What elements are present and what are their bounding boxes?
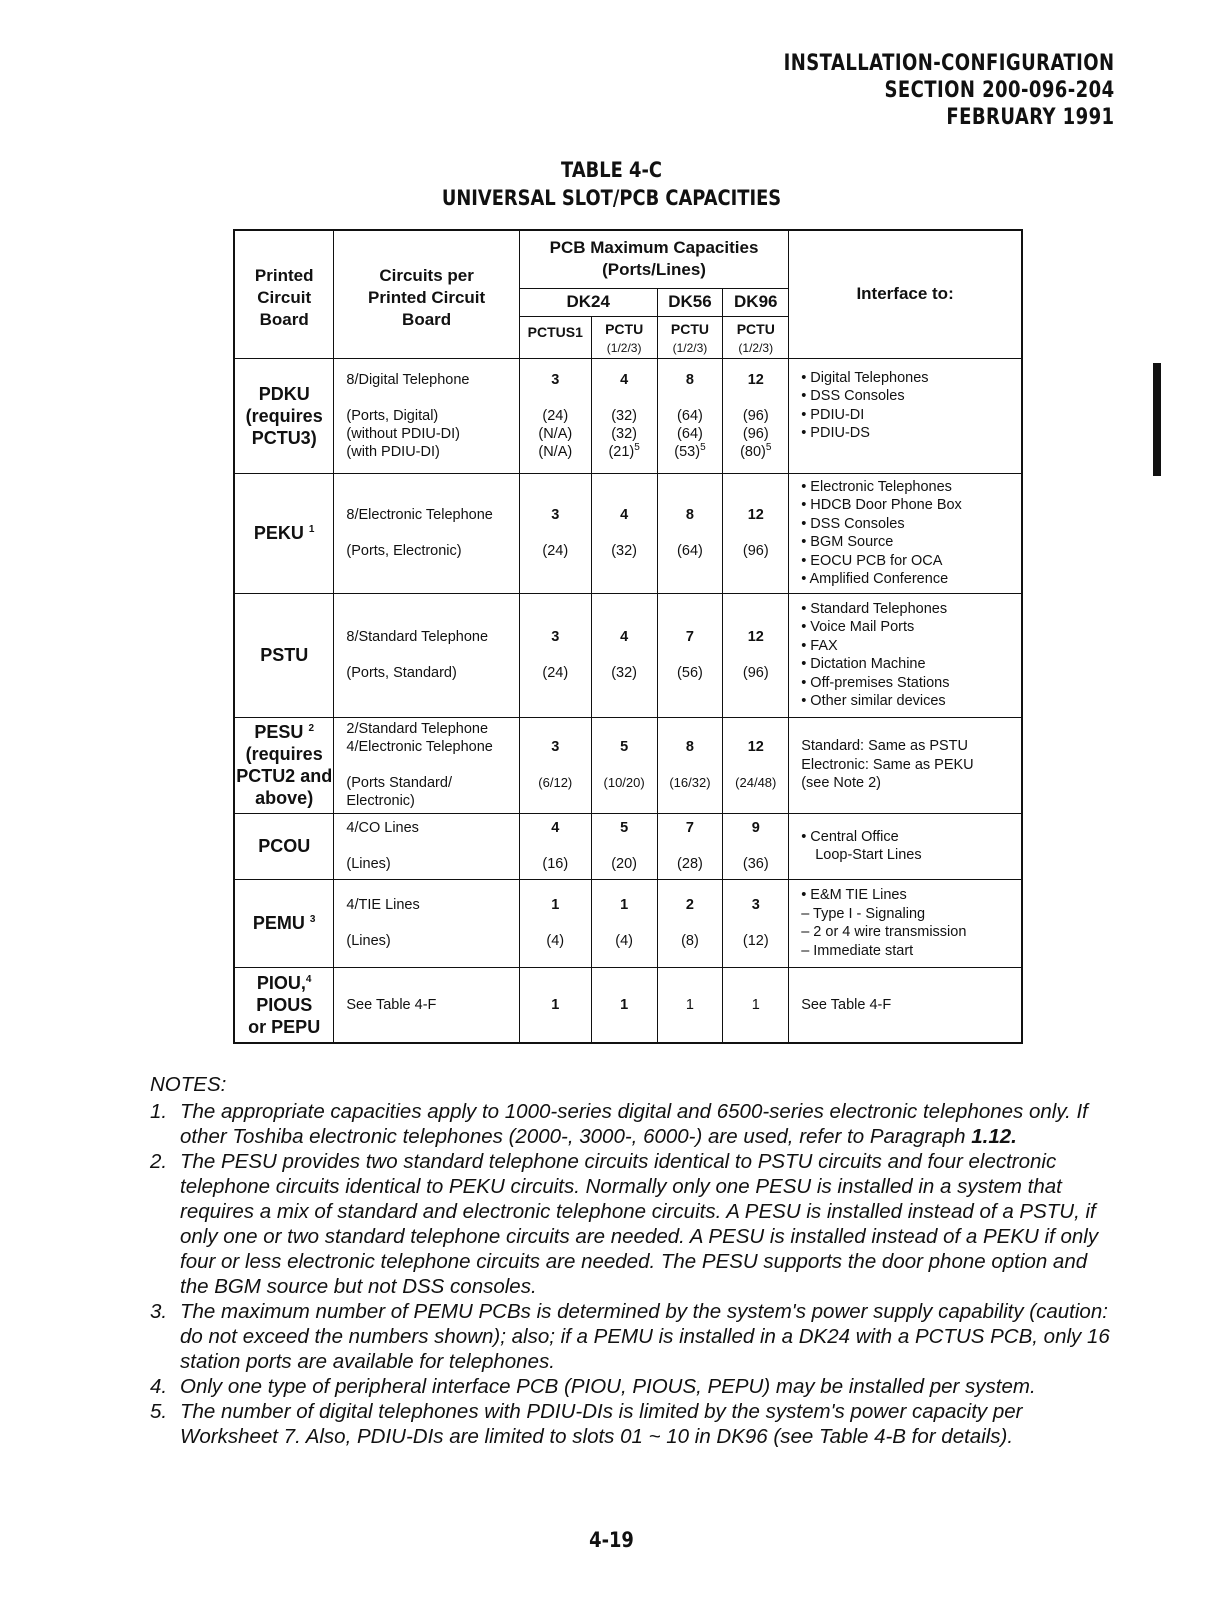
header-line-1: INSTALLATION-CONFIGURATION [784, 51, 1115, 76]
change-bar [1153, 363, 1161, 476]
capacity-dk56: 8 (64) (64) $(53)^5$ [657, 358, 723, 473]
capacity-dk24-pctu: 5 (10/20) [591, 717, 657, 813]
capacity-dk56: 8 (64) [657, 473, 723, 593]
header-pctu-dk56: PCTU (1/2/3) [657, 316, 723, 358]
interface-pcou: • Central Office Loop-Start Lines [789, 813, 1022, 879]
circuits-pemu: 4/TIE Lines (Lines) [334, 879, 519, 967]
header-dk56: DK56 [657, 288, 723, 316]
note-item: 3. The maximum number of PEMU PCBs is determined by the system's power supply capability (caution: do not exceed the numbers shown); also; if a PEMU is installed in a DK24 with a PCTUS PCB, only 16 station ports are available for telephones. [150, 1300, 1110, 1373]
capacity-dk24-pctu: 5 (20) [591, 813, 657, 879]
capacity-dk96: 1 [723, 967, 789, 1043]
header-pctu-dk24: PCTU (1/2/3) [591, 316, 657, 358]
table-row-pesu [234, 717, 1022, 813]
capacity-dk24-pctus1: 3 (24) [519, 593, 591, 717]
interface-pstu: • Standard Telephones • Voice Mail Ports • FAX • Dictation Machine • Off-premises Stations • Other similar devices [789, 593, 1022, 717]
capacity-dk24-pctus1: 1 (4) [519, 879, 591, 967]
notes-section [150, 1072, 1110, 1449]
pcb-pcou: PCOU [234, 813, 334, 879]
pcb-pstu: PSTU [234, 593, 334, 717]
table-row-pcou [234, 813, 1022, 879]
interface-pemu: • E&M TIE Lines – Type I - Signaling – 2 or 4 wire transmission – Immediate start [789, 879, 1022, 967]
table-row-piou [234, 967, 1022, 1043]
capacity-dk56: 7 (56) [657, 593, 723, 717]
header-pctus1: PCTUS1 [519, 316, 591, 358]
header-pctu-dk96: PCTU (1/2/3) [723, 316, 789, 358]
pcb-pemu: PEMU $^3$ [234, 879, 334, 967]
note-item: 1. The appropriate capacities apply to 1000-series digital and 6500-series electronic telephones only. If other Toshiba electronic telephones (2000-, 3000-, 6000-) are used, refer to Paragraph 1.12. [150, 1100, 1088, 1148]
table-row-pdku [234, 358, 1022, 473]
pcb-pesu: PESU $^2$ (requires PCTU2 and above) [234, 717, 334, 813]
pcb-pdku: PDKU (requires PCTU3) [234, 358, 334, 473]
capacity-dk56: 7 (28) [657, 813, 723, 879]
circuits-pesu: 2/Standard Telephone 4/Electronic Telephone (Ports Standard/ Electronic) [334, 717, 519, 813]
capacity-dk56: 8 (16/32) [657, 717, 723, 813]
notes-heading: NOTES: [150, 1073, 227, 1096]
capacity-dk96: 12 (96) (96) $(80)^5$ [723, 358, 789, 473]
table-title [92, 156, 1132, 212]
table-title-line-2: UNIVERSAL SLOT/PCB CAPACITIES [441, 186, 782, 210]
capacity-dk24-pctus1: 3 (24) [519, 473, 591, 593]
capacity-dk24-pctu: 4 (32) (32) $(21)^5$ [591, 358, 657, 473]
capacity-dk24-pctus1: 4 (16) [519, 813, 591, 879]
capacity-dk24-pctu: 1 [591, 967, 657, 1043]
note-item: 5. The number of digital telephones with PDIU-DIs is limited by the system's power capacity per Worksheet 7. Also, PDIU-DIs are limited to slots 01 ~ 10 in DK96 (see Table 4-B for details). [150, 1400, 1023, 1448]
circuits-peku: 8/Electronic Telephone (Ports, Electronic) [334, 473, 519, 593]
capacity-dk24-pctus1: 1 [519, 967, 591, 1043]
note-item: 4. Only one type of peripheral interface PCB (PIOU, PIOUS, PEPU) may be installed per system. [150, 1375, 1036, 1398]
note-item: 2. The PESU provides two standard telephone circuits identical to PSTU circuits and four electronic telephone circuits identical to PEKU circuits. Normally only one PESU is installed in a system that requires a mix of standard and electronic telephone circuits. A PESU is installed instead of a PSTU, if only one or two standard telephone circuits are needed. A PESU is installed instead of a PEKU if only four or less electronic telephone circuits are needed. The PESU supports the door phone option and the BGM source but not DSS consoles. [150, 1150, 1099, 1298]
capacity-dk96: 12 (96) [723, 473, 789, 593]
capacity-dk24-pctu: 1 (4) [591, 879, 657, 967]
header-dk24: DK24 [519, 288, 657, 316]
pcb-peku: PEKU $^1$ [234, 473, 334, 593]
interface-pesu: Standard: Same as PSTU Electronic: Same as PEKU (see Note 2) [789, 717, 1022, 813]
header-line-2: SECTION 200-096-204 [884, 78, 1115, 103]
capacity-dk24-pctus1: 3 (24) (N/A) (N/A) [519, 358, 591, 473]
capacity-dk96: 9 (36) [723, 813, 789, 879]
interface-peku: • Electronic Telephones • HDCB Door Phone Box • DSS Consoles • BGM Source • EOCU PCB for OCA • Amplified Conference [789, 473, 1022, 593]
capacity-dk96: 12 (96) [723, 593, 789, 717]
capacity-dk96: 3 (12) [723, 879, 789, 967]
header-interface: Interface to: [789, 230, 1022, 358]
circuits-piou: See Table 4-F [334, 967, 519, 1043]
circuits-pstu: 8/Standard Telephone (Ports, Standard) [334, 593, 519, 717]
interface-piou: See Table 4-F [789, 967, 1022, 1043]
capacity-dk24-pctu: 4 (32) [591, 593, 657, 717]
header-pcb: Printed Circuit Board [234, 230, 334, 358]
interface-pdku: • Digital Telephones • DSS Consoles • PDIU-DI • PDIU-DS [789, 358, 1022, 473]
table-row-pemu [234, 879, 1022, 967]
table-row-peku [234, 473, 1022, 593]
circuits-pcou: 4/CO Lines (Lines) [334, 813, 519, 879]
capacity-dk96: 12 (24/48) [723, 717, 789, 813]
capacity-table [233, 229, 1023, 1044]
capacity-dk56: 2 (8) [657, 879, 723, 967]
header-dk96: DK96 [723, 288, 789, 316]
table-title-line-1: TABLE 4-C [561, 158, 662, 182]
capacity-dk56: 1 [657, 967, 723, 1043]
capacity-dk24-pctu: 4 (32) [591, 473, 657, 593]
capacity-dk24-pctus1: 3 (6/12) [519, 717, 591, 813]
header-circuits: Circuits per Printed Circuit Board [334, 230, 519, 358]
circuits-pdku: 8/Digital Telephone (Ports, Digital) (without PDIU-DI) (with PDIU-DI) [334, 358, 519, 473]
document-header [784, 50, 1115, 131]
table-row-pstu [234, 593, 1022, 717]
pcb-piou: PIOU,$^4$ PIOUS or PEPU [234, 967, 334, 1043]
header-max-capacities: PCB Maximum Capacities (Ports/Lines) [519, 230, 788, 288]
page-number: 4-19 [589, 1528, 634, 1552]
header-line-3: FEBRUARY 1991 [946, 105, 1115, 130]
